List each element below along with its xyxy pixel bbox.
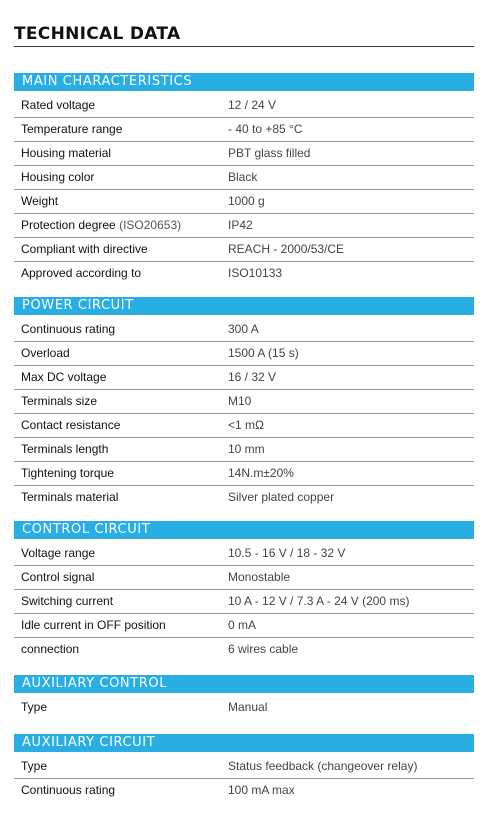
spec-value: 12 / 24 V [228, 98, 277, 112]
spec-label: Temperature range [21, 122, 123, 136]
spec-row [14, 462, 474, 486]
spec-label: Control signal [21, 570, 95, 584]
spec-value: PBT glass filled [228, 146, 311, 160]
spec-value: Black [228, 170, 258, 184]
spec-row [14, 414, 474, 438]
spec-value: 16 / 32 V [228, 370, 277, 384]
spec-value: Monostable [228, 570, 291, 584]
spec-row [14, 390, 474, 414]
spec-label: connection [21, 642, 80, 656]
spec-value: - 40 to +85 °C [228, 122, 303, 136]
spec-value: REACH - 2000/53/CE [228, 242, 345, 256]
title-divider [14, 46, 474, 47]
spec-section [14, 675, 474, 719]
spec-label: Housing color [21, 170, 95, 184]
section-header: CONTROL CIRCUIT [14, 521, 474, 539]
spec-row [14, 614, 474, 638]
spec-row [14, 118, 474, 142]
spec-value: 10 mm [228, 442, 265, 456]
spec-label: Continuous rating [21, 783, 116, 797]
spec-value: 14N.m±20% [228, 466, 294, 480]
spec-label: Weight [21, 194, 59, 208]
spec-value: 100 mA max [228, 783, 295, 797]
spec-row [14, 166, 474, 190]
spec-row [14, 342, 474, 366]
spec-value: ISO10133 [228, 266, 283, 280]
spec-section [14, 297, 474, 509]
section-header: POWER CIRCUIT [14, 297, 474, 315]
spec-value: 6 wires cable [228, 642, 299, 656]
spec-value: Manual [228, 700, 268, 714]
spec-label: Protection degree (ISO20653) [21, 218, 182, 232]
spec-row [14, 542, 474, 566]
spec-row [14, 214, 474, 238]
spec-section [14, 734, 474, 802]
spec-row [14, 696, 474, 719]
spec-value: Status feedback (changeover relay) [228, 759, 418, 773]
spec-row [14, 318, 474, 342]
section-header: AUXILIARY CONTROL [14, 675, 474, 693]
spec-label: Type [21, 700, 48, 714]
spec-row [14, 779, 474, 802]
page-title: TECHNICAL DATA [14, 24, 181, 44]
spec-label: Idle current in OFF position [21, 618, 166, 632]
spec-label: Terminals material [21, 490, 119, 504]
spec-row [14, 755, 474, 779]
spec-label: Type [21, 759, 48, 773]
spec-value: <1 mΩ [228, 418, 264, 432]
spec-row [14, 638, 474, 661]
spec-row [14, 262, 474, 285]
section-header: AUXILIARY CIRCUIT [14, 734, 474, 752]
spec-row [14, 566, 474, 590]
spec-value: 0 mA [228, 618, 257, 632]
spec-value: Silver plated copper [228, 490, 335, 504]
spec-value: 10.5 - 16 V / 18 - 32 V [228, 546, 346, 560]
spec-label: Tightening torque [21, 466, 114, 480]
spec-row [14, 486, 474, 509]
spec-value: M10 [228, 394, 252, 408]
spec-label: Continuous rating [21, 322, 116, 336]
spec-label: Rated voltage [21, 98, 96, 112]
spec-label: Contact resistance [21, 418, 121, 432]
spec-label: Terminals size [21, 394, 98, 408]
spec-label: Compliant with directive [21, 242, 148, 256]
spec-value: 1500 A (15 s) [228, 346, 299, 360]
spec-row [14, 94, 474, 118]
section-header: MAIN CHARACTERISTICS [14, 73, 474, 91]
spec-row [14, 590, 474, 614]
spec-section [14, 521, 474, 661]
spec-label: Approved according to [21, 266, 142, 280]
spec-value: 10 A - 12 V / 7.3 A - 24 V (200 ms) [228, 594, 410, 608]
spec-label: Switching current [21, 594, 114, 608]
spec-label-note: (ISO20653) [119, 218, 182, 232]
spec-section [14, 73, 474, 285]
spec-row [14, 366, 474, 390]
spec-row [14, 142, 474, 166]
spec-row [14, 438, 474, 462]
spec-value: 1000 g [228, 194, 265, 208]
spec-row [14, 190, 474, 214]
spec-value: 300 A [228, 322, 259, 336]
spec-label: Terminals length [21, 442, 109, 456]
spec-row [14, 238, 474, 262]
spec-value: IP42 [228, 218, 253, 232]
spec-label: Overload [21, 346, 70, 360]
spec-label: Voltage range [21, 546, 96, 560]
spec-label: Housing material [21, 146, 112, 160]
spec-label: Max DC voltage [21, 370, 107, 384]
